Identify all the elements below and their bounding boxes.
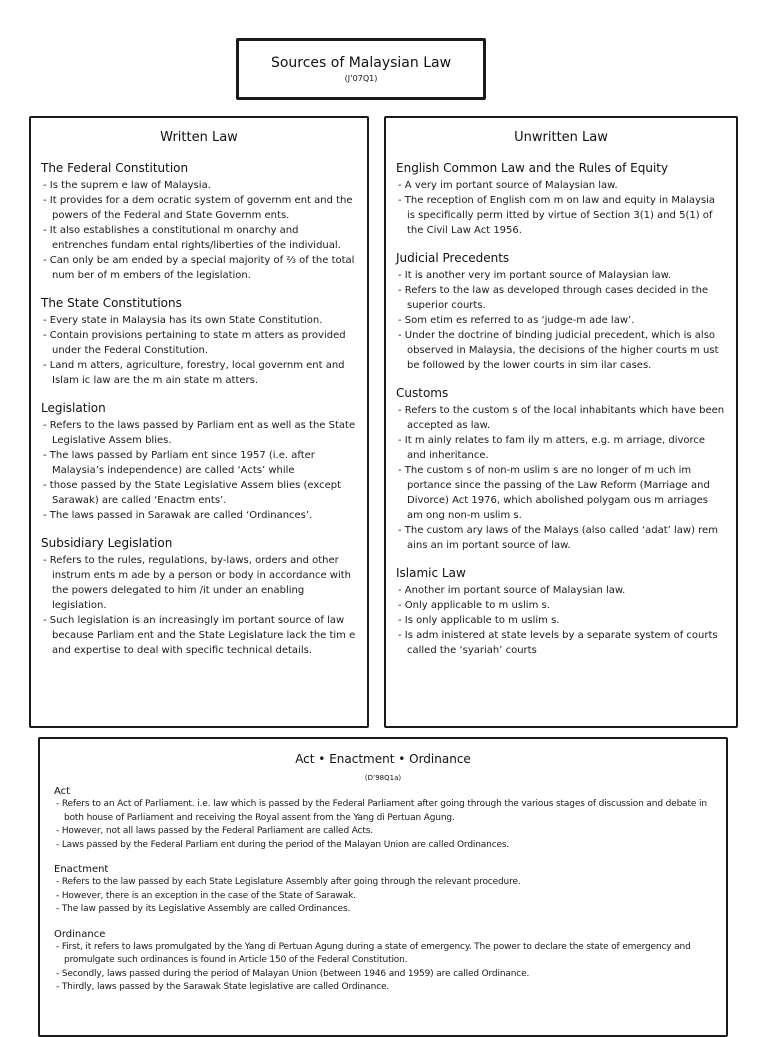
section-title: Legislation [41, 401, 106, 415]
unwritten-law-panel [384, 116, 738, 728]
bullet-point: - The law passed by its Legislative Assembly are called Ordinances. [54, 903, 712, 917]
section-subsidiary-legislation [41, 536, 357, 658]
bullet-point: - First, it refers to laws promulgated by the Yang di Pertuan Agung during a state of emergency. The power to declare the state of emergency and promulgate such ordinances is found in Article 150 of the Federal Constitution. [54, 941, 712, 968]
written-law-panel [29, 116, 369, 728]
section-enactment [54, 864, 712, 917]
bullet-point: - It also establishes a constitutional m onarchy and entrenches fundam ental rights/liberties of the individual. [41, 223, 357, 253]
section-title: Islamic Law [396, 566, 466, 580]
bullet-point: - Refers to the rules, regulations, by-laws, orders and other instrum ents m ade by a person or body in accordance with the powers delegated to him /it under an enabling legislation. [41, 553, 357, 613]
act-enactment-ordinance-panel [38, 737, 728, 1037]
bullet-point: - Land m atters, agriculture, forestry, local governm ent and Islam ic law are the m ain state m atters. [41, 358, 357, 388]
bullet-point: - Only applicable to m uslim s. [396, 598, 726, 613]
bullet-point: - It m ainly relates to fam ily m atters, e.g. m arriage, divorce and inheritance. [396, 433, 726, 463]
bullet-point: - However, not all laws passed by the Federal Parliament are called Acts. [54, 825, 712, 839]
bullet-point: - The reception of English com m on law and equity in Malaysia is specifically perm itted by virtue of Section 3(1) and 5(1) of the Civil Law Act 1956. [396, 193, 726, 238]
section-islamic-law [396, 566, 726, 658]
bullet-point: - It provides for a dem ocratic system of governm ent and the powers of the Federal and State Governm ents. [41, 193, 357, 223]
section-customs [396, 386, 726, 553]
section-act [54, 786, 712, 852]
bullet-list [396, 583, 726, 658]
section-title: Enactment [54, 864, 109, 875]
bullet-list [41, 313, 357, 388]
bullet-point: - Can only be am ended by a special majority of ⅔ of the total num ber of m embers of the legislation. [41, 253, 357, 283]
section-title: Ordinance [54, 928, 106, 940]
bullet-point: - Every state in Malaysia has its own State Constitution. [41, 313, 357, 328]
bullet-list [396, 403, 726, 553]
unwritten-law-sections [396, 161, 726, 658]
bullet-point: - Som etim es referred to as ‘judge-m ade law’. [396, 313, 726, 328]
section-title: English Common Law and the Rules of Equity [396, 161, 669, 175]
section-title: The Federal Constitution [41, 161, 189, 175]
bullet-point: - Laws passed by the Federal Parliam ent during the period of the Malayan Union are called Ordinances. [54, 839, 712, 853]
section-the-state-constitutions [41, 296, 357, 388]
bullet-point: - The laws passed by Parliam ent since 1957 (i.e. after Malaysia’s independence) are called ‘Acts’ while [41, 448, 357, 478]
bullet-list [41, 553, 357, 658]
bullet-point: - A very im portant source of Malaysian law. [396, 178, 726, 193]
bullet-point: - The custom s of non-m uslim s are no longer of m uch im portance since the passing of the Law Reform (Marriage and Divorce) Act 1976, which abolished polygam ous m arriages am ong non-m uslim s. [396, 463, 726, 523]
bullet-point: - The custom ary laws of the Malays (also called ‘adat’ law) rem ains an im portant source of law. [396, 523, 726, 553]
bullet-point: - Thirdly, laws passed by the Sarawak State legislative are called Ordinance. [54, 981, 712, 995]
bullet-list [41, 418, 357, 523]
bullet-point: - Another im portant source of Malaysian law. [396, 583, 726, 598]
bullet-point: - Refers to the law as developed through cases decided in the superior courts. [396, 283, 726, 313]
bullet-list [396, 178, 726, 238]
section-title: Customs [396, 386, 449, 400]
section-ordinance [54, 929, 712, 995]
unwritten-law-heading: Unwritten Law [514, 130, 608, 145]
bottom-heading: Act • Enactment • Ordinance [295, 752, 471, 766]
section-english-common-law-and-the-rules-of-equity [396, 161, 726, 238]
bullet-point: - Secondly, laws passed during the period of Malayan Union (between 1946 and 1959) are called Ordinance. [54, 968, 712, 982]
bottom-subtitle: (D’98Q1a) [364, 774, 402, 782]
section-judicial-precedents [396, 251, 726, 373]
bullet-point: - Is only applicable to m uslim s. [396, 613, 726, 628]
bullet-point: - Refers to the law passed by each State Legislature Assembly after going through the relevant procedure. [54, 876, 712, 890]
title-box [236, 38, 486, 100]
bottom-sections [54, 786, 712, 995]
bullet-point: - those passed by the State Legislative Assem blies (except Sarawak) are called ‘Enactm ents’. [41, 478, 357, 508]
section-the-federal-constitution [41, 161, 357, 283]
bullet-point: - Is adm inistered at state levels by a separate system of courts called the ‘syariah’ courts [396, 628, 726, 658]
section-title: The State Constitutions [41, 296, 182, 310]
section-title: Act [54, 786, 71, 797]
bullet-point: - It is another very im portant source of Malaysian law. [396, 268, 726, 283]
page-title: Sources of Malaysian Law [270, 55, 452, 71]
bullet-point: - Under the doctrine of binding judicial precedent, which is also observed in Malaysia, the decisions of the higher courts m ust be followed by the lower courts in sim ilar cases. [396, 328, 726, 373]
bullet-list [54, 876, 712, 917]
page-subtitle: (J’07Q1) [344, 74, 378, 83]
bullet-point: - Refers to the laws passed by Parliam ent as well as the State Legislative Assem blies. [41, 418, 357, 448]
bullet-list [396, 268, 726, 373]
section-title: Subsidiary Legislation [41, 536, 173, 550]
section-legislation [41, 401, 357, 523]
bullet-point: - Refers to an Act of Parliament. i.e. law which is passed by the Federal Parliament after going through the various stages of discussion and debate in both house of Parliament and receiving the Royal assent from the Yang di Pertuan Agung. [54, 798, 712, 825]
bullet-point: - The laws passed in Sarawak are called ‘Ordinances’. [41, 508, 357, 523]
bullet-list [41, 178, 357, 283]
written-law-heading: Written Law [160, 130, 238, 145]
bullet-list [54, 798, 712, 852]
bullet-list [54, 941, 712, 995]
bullet-point: - Such legislation is an increasingly im portant source of law because Parliam ent and the State Legislature lack the tim e and expertise to deal with specific technical details. [41, 613, 357, 658]
section-title: Judicial Precedents [396, 251, 510, 265]
bullet-point: - Is the suprem e law of Malaysia. [41, 178, 357, 193]
bullet-point: - Contain provisions pertaining to state m atters as provided under the Federal Constitution. [41, 328, 357, 358]
bullet-point: - Refers to the custom s of the local inhabitants which have been accepted as law. [396, 403, 726, 433]
written-law-sections [41, 161, 357, 658]
bullet-point: - However, there is an exception in the case of the State of Sarawak. [54, 890, 712, 904]
